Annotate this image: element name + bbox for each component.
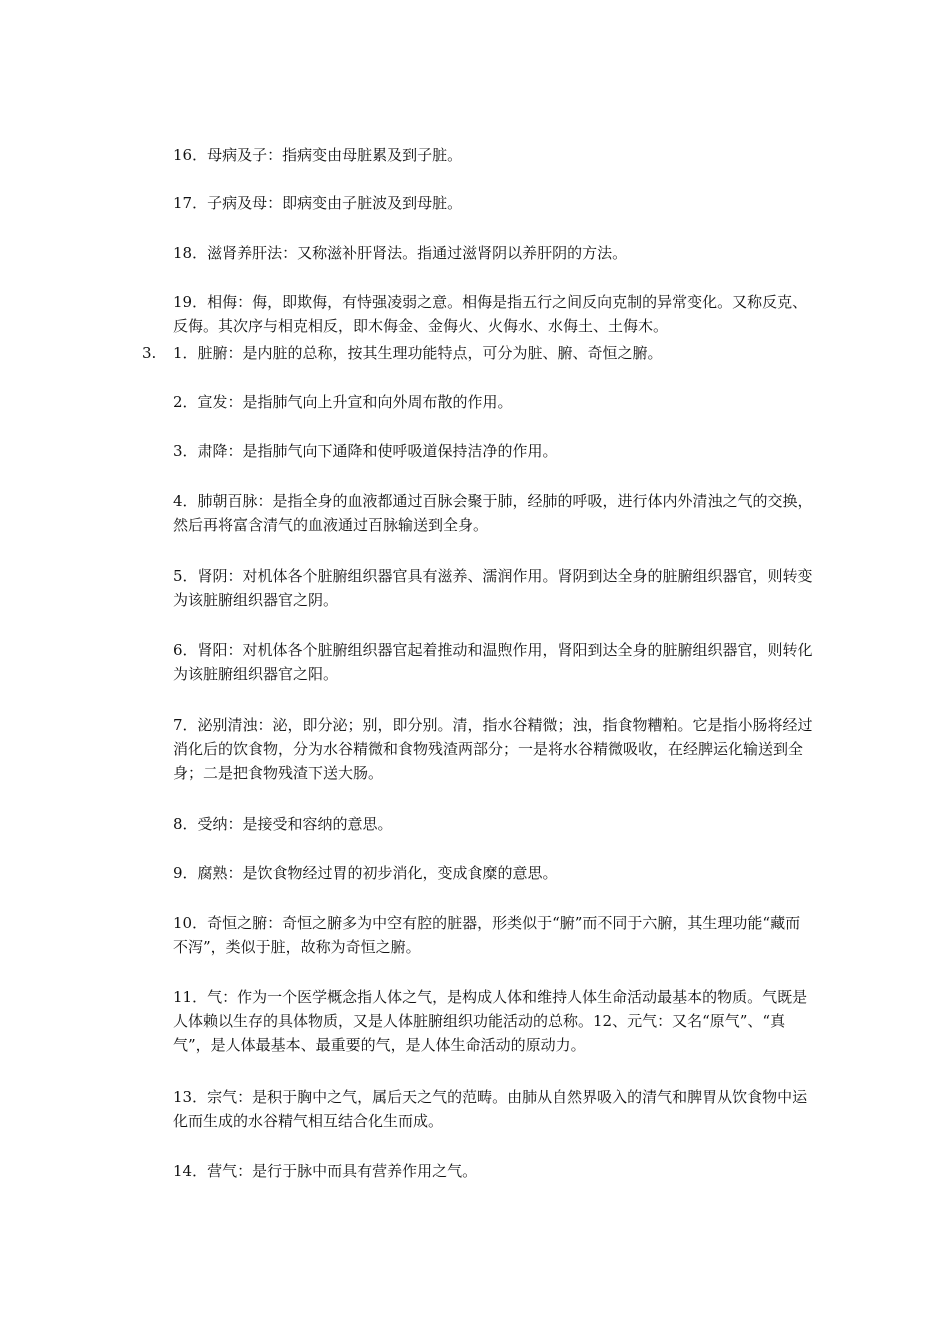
- paragraph-2: 2．宣发：是指肺气向上升宣和向外周布散的作用。: [173, 393, 513, 411]
- paragraph-1: 1．脏腑：是内脏的总称，按其生理功能特点，可分为脏、腑、奇恒之腑。: [173, 344, 663, 362]
- section-number: 3.: [142, 344, 157, 362]
- paragraph-9: 9．腐熟：是饮食物经过胃的初步消化，变成食糜的意思。: [173, 864, 558, 882]
- paragraph-7: 7．泌别清浊：泌，即分泌；别，即分别。清，指水谷精微；浊，指食物糟粕。它是指小肠将经过消化后的饮食物，分为水谷精微和食物残渣两部分；一是将水谷精微吸收，在经脾运化输送到全身；二是把食物残渣下送大肠。: [173, 716, 813, 782]
- paragraph-10: 10．奇恒之腑：奇恒之腑多为中空有腔的脏器，形类似于“腑”而不同于六腑，其生理功能“藏而不泻”，类似于脏，故称为奇恒之腑。: [173, 914, 801, 956]
- paragraph-18: 18．滋肾养肝法：又称滋补肝肾法。指通过滋肾阴以养肝阴的方法。: [173, 244, 628, 262]
- paragraph-17: 17．子病及母：即病变由子脏波及到母脏。: [173, 194, 463, 212]
- paragraph-13: 13．宗气：是积于胸中之气，属后天之气的范畴。由肺从自然界吸入的清气和脾胃从饮食物中运化而生成的水谷精气相互结合化生而成。: [173, 1088, 808, 1130]
- paragraph-8: 8．受纳：是接受和容纳的意思。: [173, 815, 393, 833]
- paragraph-3: 3．肃降：是指肺气向下通降和使呼吸道保持洁净的作用。: [173, 442, 558, 460]
- paragraph-16: 16．母病及子：指病变由母脏累及到子脏。: [173, 146, 463, 164]
- paragraph-4: 4．肺朝百脉：是指全身的血液都通过百脉会聚于肺，经肺的呼吸，进行体内外清浊之气的交换，然后再将富含清气的血液通过百脉输送到全身。: [173, 492, 813, 534]
- paragraph-11: 11．气：作为一个医学概念指人体之气，是构成人体和维持人体生命活动最基本的物质。气既是人体赖以生存的具体物质，又是人体脏腑组织功能活动的总称。12、元气：又名“原气”、“真气”，是人体最基本、最重要的气，是人体生命活动的原动力。: [173, 988, 808, 1054]
- paragraph-6: 6．肾阳：对机体各个脏腑组织器官起着推动和温煦作用，肾阳到达全身的脏腑组织器官，则转化为该脏腑组织器官之阳。: [173, 641, 813, 683]
- paragraph-19: 19．相侮：侮，即欺侮，有恃强凌弱之意。相侮是指五行之间反向克制的异常变化。又称反克、反侮。其次序与相克相反，即木侮金、金侮火、火侮水、水侮土、土侮木。: [173, 293, 808, 335]
- paragraph-14: 14．营气：是行于脉中而具有营养作用之气。: [173, 1162, 478, 1180]
- paragraph-5: 5．肾阴：对机体各个脏腑组织器官具有滋养、濡润作用。肾阴到达全身的脏腑组织器官，则转变为该脏腑组织器官之阴。: [173, 567, 813, 609]
